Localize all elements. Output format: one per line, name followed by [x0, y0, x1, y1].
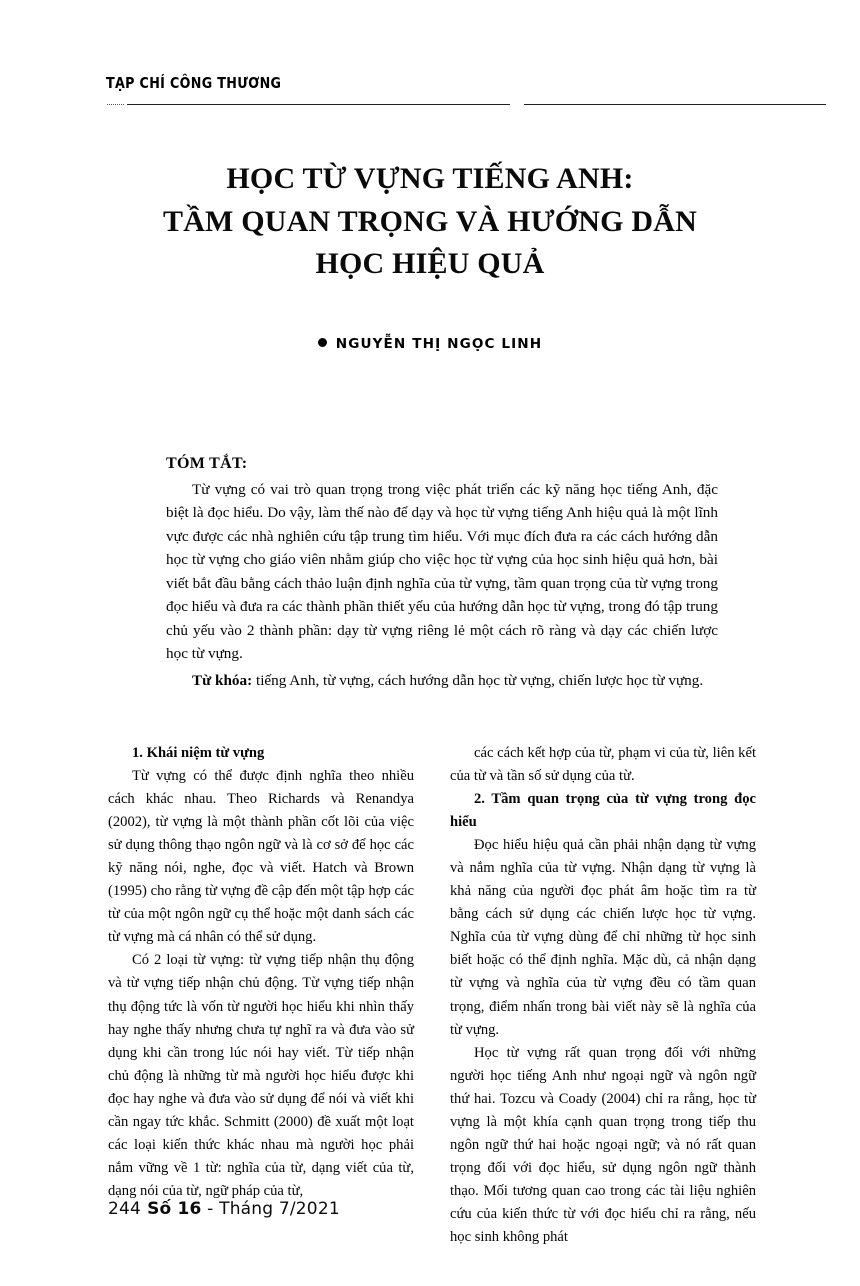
article-title-line-1: HỌC TỪ VỰNG TIẾNG ANH: [226, 162, 634, 196]
footer-page-number: 244 [108, 1199, 142, 1219]
article-title-line-2: TẦM QUAN TRỌNG VÀ HƯỚNG DẪN [162, 204, 698, 238]
keywords-label: Từ khóa: [192, 671, 253, 689]
author-name: NGUYỄN THỊ NGỌC LINH [335, 336, 543, 352]
page-footer [108, 1199, 340, 1219]
left-column-paragraph: Có 2 loại từ vựng: từ vựng tiếp nhận thụ động và từ vựng tiếp nhận chủ động. Từ vựng tiếp nhận thụ động tức là vốn từ người học hiểu khi nhìn thấy hay nghe thấy nhưng chưa tự nghĩ ra và đưa vào sử dụng khi cần trong lúc nói hay viết. Từ tiếp nhận chủ động là những từ mà người học hiểu được khi đọc hay nghe và đưa vào sử dụng để nói và viết khi cần ngay tức khắc. Schmitt (2000) đề xuất một loạt các loại kiến thức khác nhau mà người học phải nắm vững về 1 từ: nghĩa của từ, dạng viết của từ, dạng nói của từ, ngữ pháp của từ, [108, 952, 414, 1199]
abstract-heading: TÓM TẮT: [166, 455, 248, 472]
article-title [60, 158, 800, 286]
abstract-keywords [166, 669, 718, 692]
running-head [106, 74, 806, 92]
article-title-line-3: HỌC HIỆU QUẢ [315, 247, 545, 281]
left-column-paragraph: Từ vựng có thể được định nghĩa theo nhiều cách khác nhau. Theo Richards và Renandya (2002), từ vựng là một thành phần cốt lõi của việc sử dụng thông thạo ngôn ngữ và là cơ sở để học các kỹ năng nói, nghe, đọc và viết. Hatch và Brown (1995) cho rằng từ vựng đề cập đến một tập hợp các từ của một ngôn ngữ cụ thể hoặc một danh sách các từ vựng mà cá nhân có thể sử dụng. [108, 768, 414, 946]
right-column-section-heading: 2. Tầm quan trọng của từ vựng trong đọc hiểu [450, 791, 756, 831]
right-column [450, 742, 756, 1245]
keywords-value: tiếng Anh, từ vựng, cách hướng dẫn học từ vựng, chiến lược học từ vựng. [252, 671, 704, 689]
right-column-paragraph: các cách kết hợp của từ, phạm vi của từ, liên kết của từ và tần số sử dụng của từ. [450, 745, 756, 785]
left-column-section-heading: 1. Khái niệm từ vựng [132, 745, 265, 761]
bullet-icon [318, 338, 327, 347]
author-byline [60, 336, 800, 352]
rule-gap [510, 103, 524, 107]
running-head-rule [127, 104, 826, 105]
right-column-paragraph: Học từ vựng rất quan trọng đối với những người học tiếng Anh như ngoại ngữ và ngôn ngữ thứ hai. Tozcu và Coady (2004) chỉ ra rằng, học từ vựng là một khía cạnh quan trọng trong tiếp thu ngôn ngữ thứ hai hoặc ngoại ngữ; và nó rất quan trọng đối với đọc hiểu, sử dụng ngôn ngữ thành thạo. Mối tương quan cao trong các tài liệu nghiên cứu của kiến thức từ với đọc hiểu chỉ ra rằng, nếu học sinh không phát [450, 1044, 756, 1245]
footer-issue-date: - Tháng 7/2021 [201, 1199, 340, 1219]
journal-name: TẠP CHÍ CÔNG THƯƠNG [106, 74, 282, 92]
footer-issue: Số 16 [147, 1199, 202, 1219]
right-column-paragraph: Đọc hiểu hiệu quả cần phải nhận dạng từ vựng và nắm nghĩa của từ vựng. Nhận dạng từ vựng là khả năng của người đọc phát âm hoặc tìm ra từ bằng cách sử dụng các chiến lược học từ vựng. Nghĩa của từ vựng dùng để chỉ những từ học sinh biết hoặc có thể định nghĩa. Mặc dù, cả nhận dạng từ vựng và nghĩa của từ vựng đều có tầm quan trọng, điểm nhấn trong bài viết này sẽ là nghĩa của từ vựng. [450, 837, 756, 1038]
left-column [108, 742, 414, 1199]
abstract-body: Từ vựng có vai trò quan trọng trong việc phát triển các kỹ năng học tiếng Anh, đặc biệt là đọc hiểu. Do vậy, làm thế nào để dạy và học từ vựng tiếng Anh hiệu quả là một lĩnh vực được các nhà nghiên cứu tập trung tìm hiểu. Với mục đích đưa ra các cách hướng dẫn học từ vựng cho giáo viên nhằm giúp cho việc học từ vựng của học sinh hiệu quả hơn, bài viết bắt đầu bằng cách thảo luận định nghĩa của từ vựng, tầm quan trọng của từ vựng trong đọc hiểu và đưa ra các thành phần thiết yếu của hướng dẫn học từ vựng, trong đó tập trung chủ yếu vào 2 thành phần: dạy từ vựng riêng lẻ một cách rõ ràng và dạy các chiến lược học từ vựng. [166, 481, 718, 663]
abstract-section [166, 455, 718, 692]
